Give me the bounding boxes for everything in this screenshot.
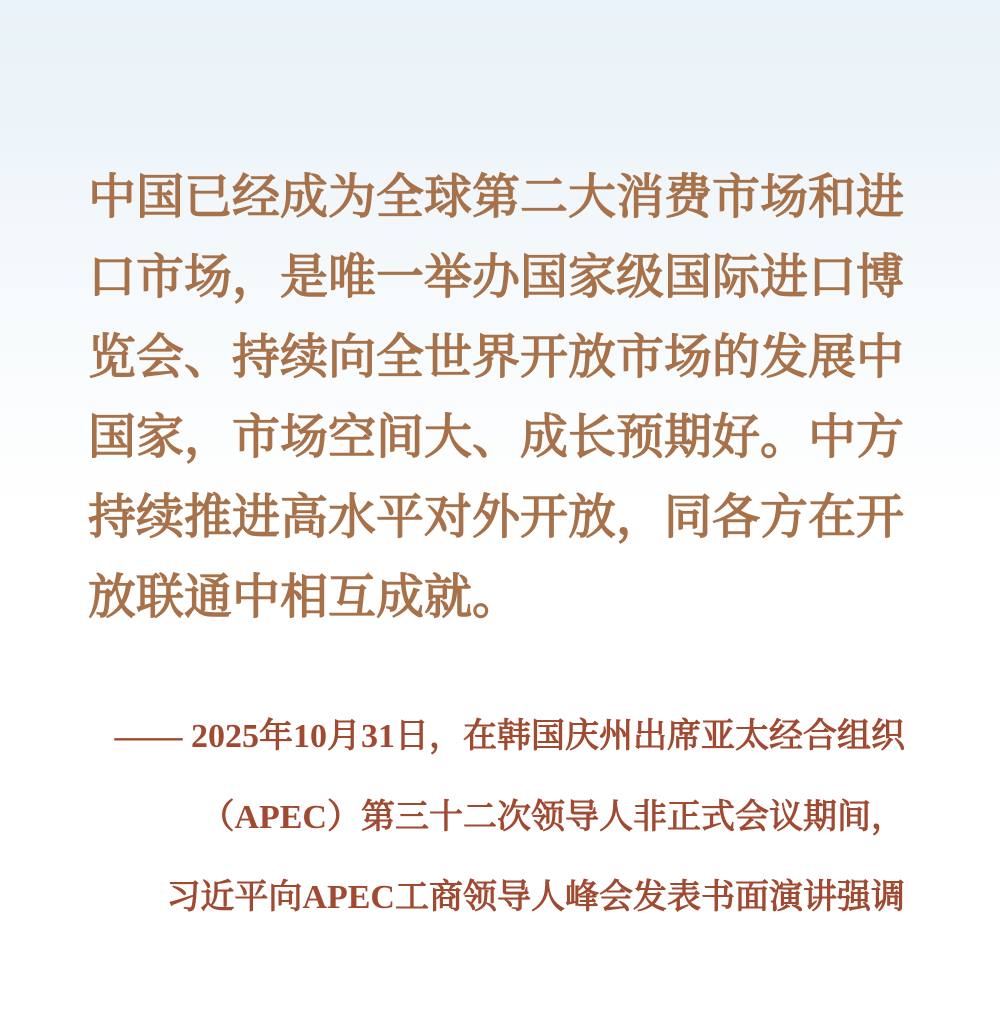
attribution-line-date-event: —— 2025年10月31日，在韩国庆州出席亚太经合组织 <box>114 718 905 755</box>
quote-line-6: 放联通中相互成就。 <box>88 571 521 624</box>
attribution-line-speaker: 习近平向APEC工商领导人峰会发表书面演讲强调 <box>166 879 905 916</box>
quote-line-5: 持续推进高水平对外开放，同各方在开 <box>88 491 905 544</box>
quote-line-2: 口市场，是唯一举办国家级国际进口博 <box>88 251 905 304</box>
quote-line-3: 览会、持续向全世界开放市场的发展中 <box>88 331 905 384</box>
quote-line-4: 国家，市场空间大、成长预期好。中方 <box>88 411 905 464</box>
quote-line-1: 中国已经成为全球第二大消费市场和进 <box>88 171 905 224</box>
attribution-line-meeting: （APEC）第三十二次领导人非正式会议期间， <box>200 798 905 836</box>
attribution-block <box>88 697 905 939</box>
quote-text-block <box>88 158 918 638</box>
